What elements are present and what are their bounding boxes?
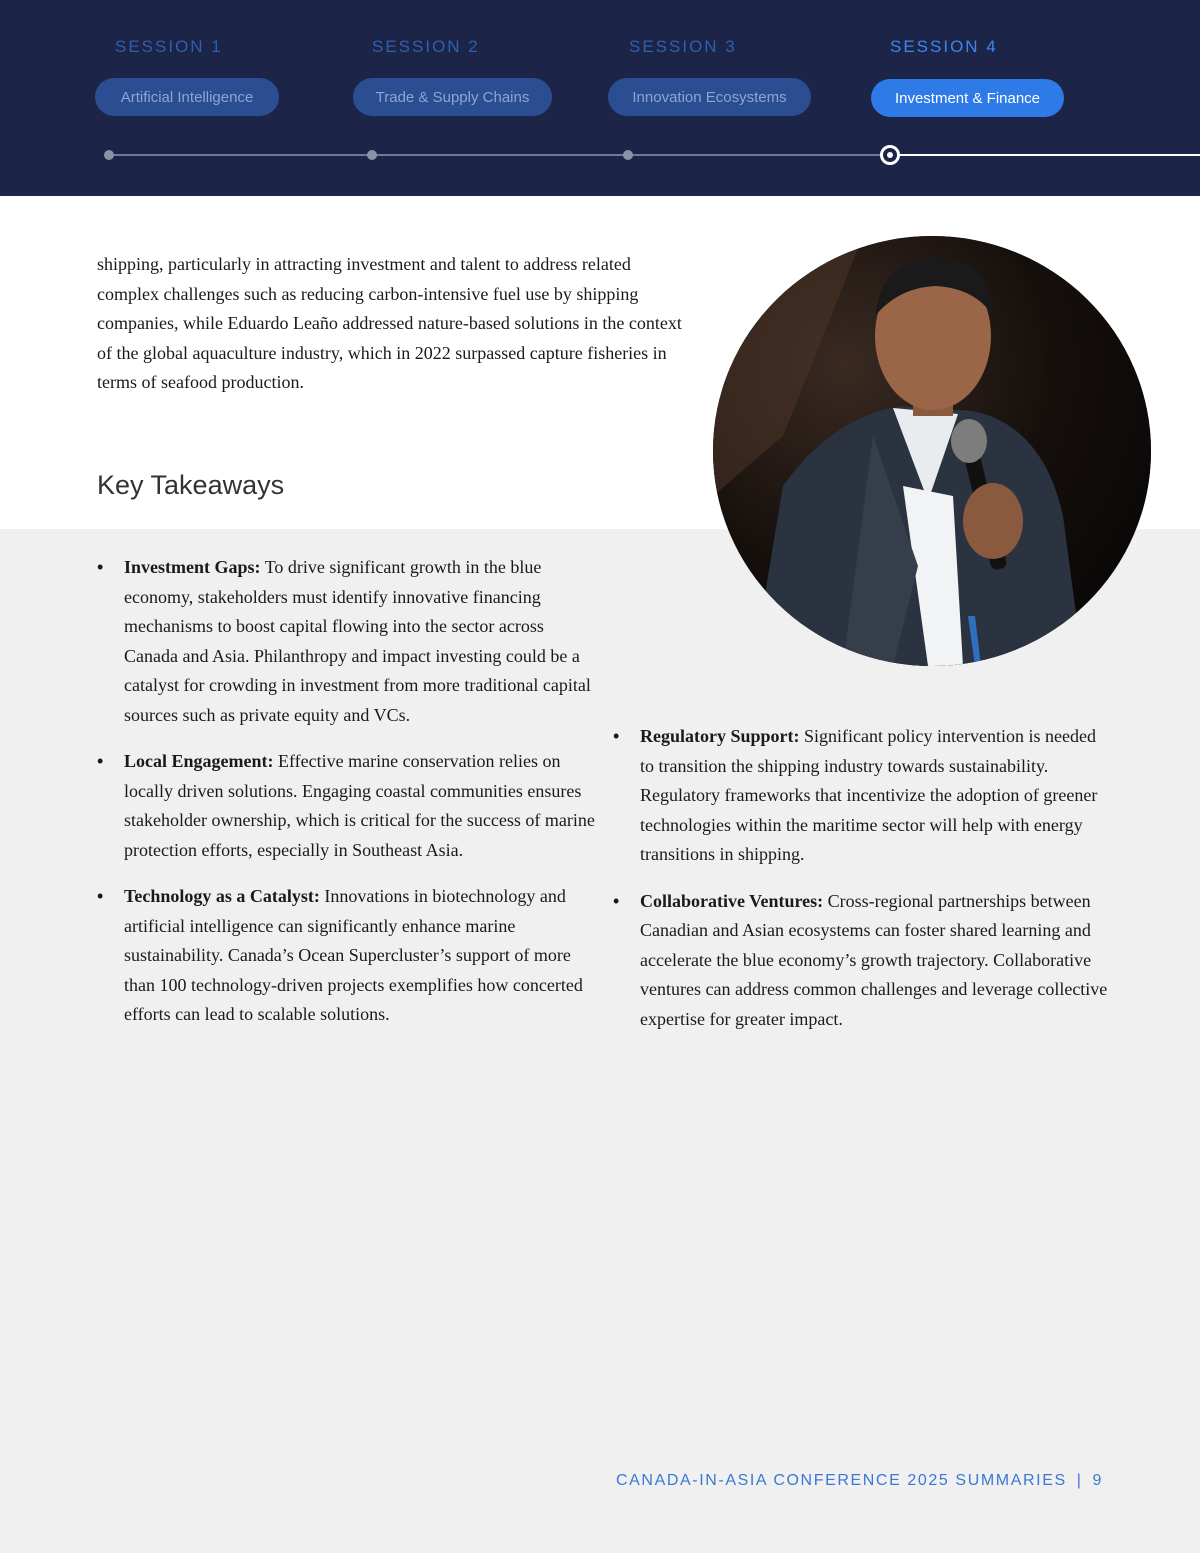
takeaway-technology-catalyst [97, 882, 597, 1030]
timeline-dot-session-4-active[interactable] [880, 145, 900, 165]
session-tab-investment-finance[interactable]: Investment & Finance [871, 79, 1064, 117]
takeaway-investment-gaps [97, 553, 597, 730]
takeaway-text: Cross-regional partnerships between Canadian and Asian ecosystems can foster shared learning and accelerate the blue economy’s growth trajectory. Collaborative ventures can address common challenges and leverage collective expertise for greater impact. [640, 890, 1108, 1029]
takeaway-title: Investment Gaps: [124, 557, 261, 577]
takeaway-collaborative-ventures [613, 887, 1108, 1035]
session-1-label: SESSION 1 [115, 37, 223, 56]
session-4-label: SESSION 4 [890, 37, 998, 56]
session-tab-trade-supply-chains[interactable]: Trade & Supply Chains [353, 78, 552, 116]
timeline-dot-session-3[interactable] [623, 150, 633, 160]
takeaway-text: Innovations in biotechnology and artificial intelligence can significantly enhance marine sustainability. Canada’s Ocean Supercluster’s support of more than 100 technology-driven projects exemplifies how concerted efforts can lead to scalable solutions. [124, 886, 583, 1024]
key-takeaways-heading: Key Takeaways [97, 470, 285, 500]
page-footer [616, 1472, 1103, 1490]
session-header [0, 0, 1200, 196]
takeaways-list-right [613, 722, 1108, 1051]
footer-separator: | [1076, 1472, 1083, 1489]
takeaway-text: To drive significant growth in the blue economy, stakeholders must identify innovative financing mechanisms to boost capital flowing into the sector across Canada and Asia. Philanthropy and impact investing could be a catalyst for crowding in investment from more traditional capital sources such as private equity and VCs. [124, 557, 591, 725]
page-number: 9 [1092, 1472, 1103, 1489]
takeaway-text: Effective marine conservation relies on locally driven solutions. Engaging coastal communities ensures stakeholder ownership, which is critical for the success of marine protection efforts, especially in Southeast Asia. [124, 751, 595, 860]
takeaway-local-engagement [97, 747, 597, 865]
timeline-dot-session-2[interactable] [367, 150, 377, 160]
timeline-track-active [898, 154, 1200, 156]
footer-title: CANADA-IN-ASIA CONFERENCE 2025 SUMMARIES [615, 1472, 1067, 1489]
session-tab-artificial-intelligence[interactable]: Artificial Intelligence [95, 78, 279, 116]
speaker-photo [713, 236, 1151, 666]
session-tab-innovation-ecosystems[interactable]: Innovation Ecosystems [608, 78, 811, 116]
takeaway-regulatory-support [613, 722, 1108, 870]
takeaway-title: Collaborative Ventures: [640, 890, 824, 911]
intro-paragraph: shipping, particularly in attracting investment and talent to address related complex challenges such as reducing carbon-intensive fuel use by shipping companies, while Eduardo Leaño addressed nature-based solutions in the context of the global aquaculture industry, which in 2022 surpassed capture fisheries in terms of seafood production. [97, 254, 682, 392]
session-3-label: SESSION 3 [629, 37, 737, 56]
takeaways-list-left [97, 553, 597, 1047]
session-2-label: SESSION 2 [372, 37, 480, 56]
takeaway-title: Local Engagement: [124, 751, 274, 771]
timeline-dot-session-1[interactable] [104, 150, 114, 160]
takeaway-text: Significant policy intervention is needed to transition the shipping industry towards sustainability. Regulatory frameworks that incentivize the adoption of greener technologies within the maritime sector will help with energy transitions in shipping. [640, 726, 1098, 864]
timeline-track [109, 154, 881, 156]
takeaway-title: Technology as a Catalyst: [124, 886, 320, 906]
takeaway-title: Regulatory Support: [640, 726, 800, 746]
